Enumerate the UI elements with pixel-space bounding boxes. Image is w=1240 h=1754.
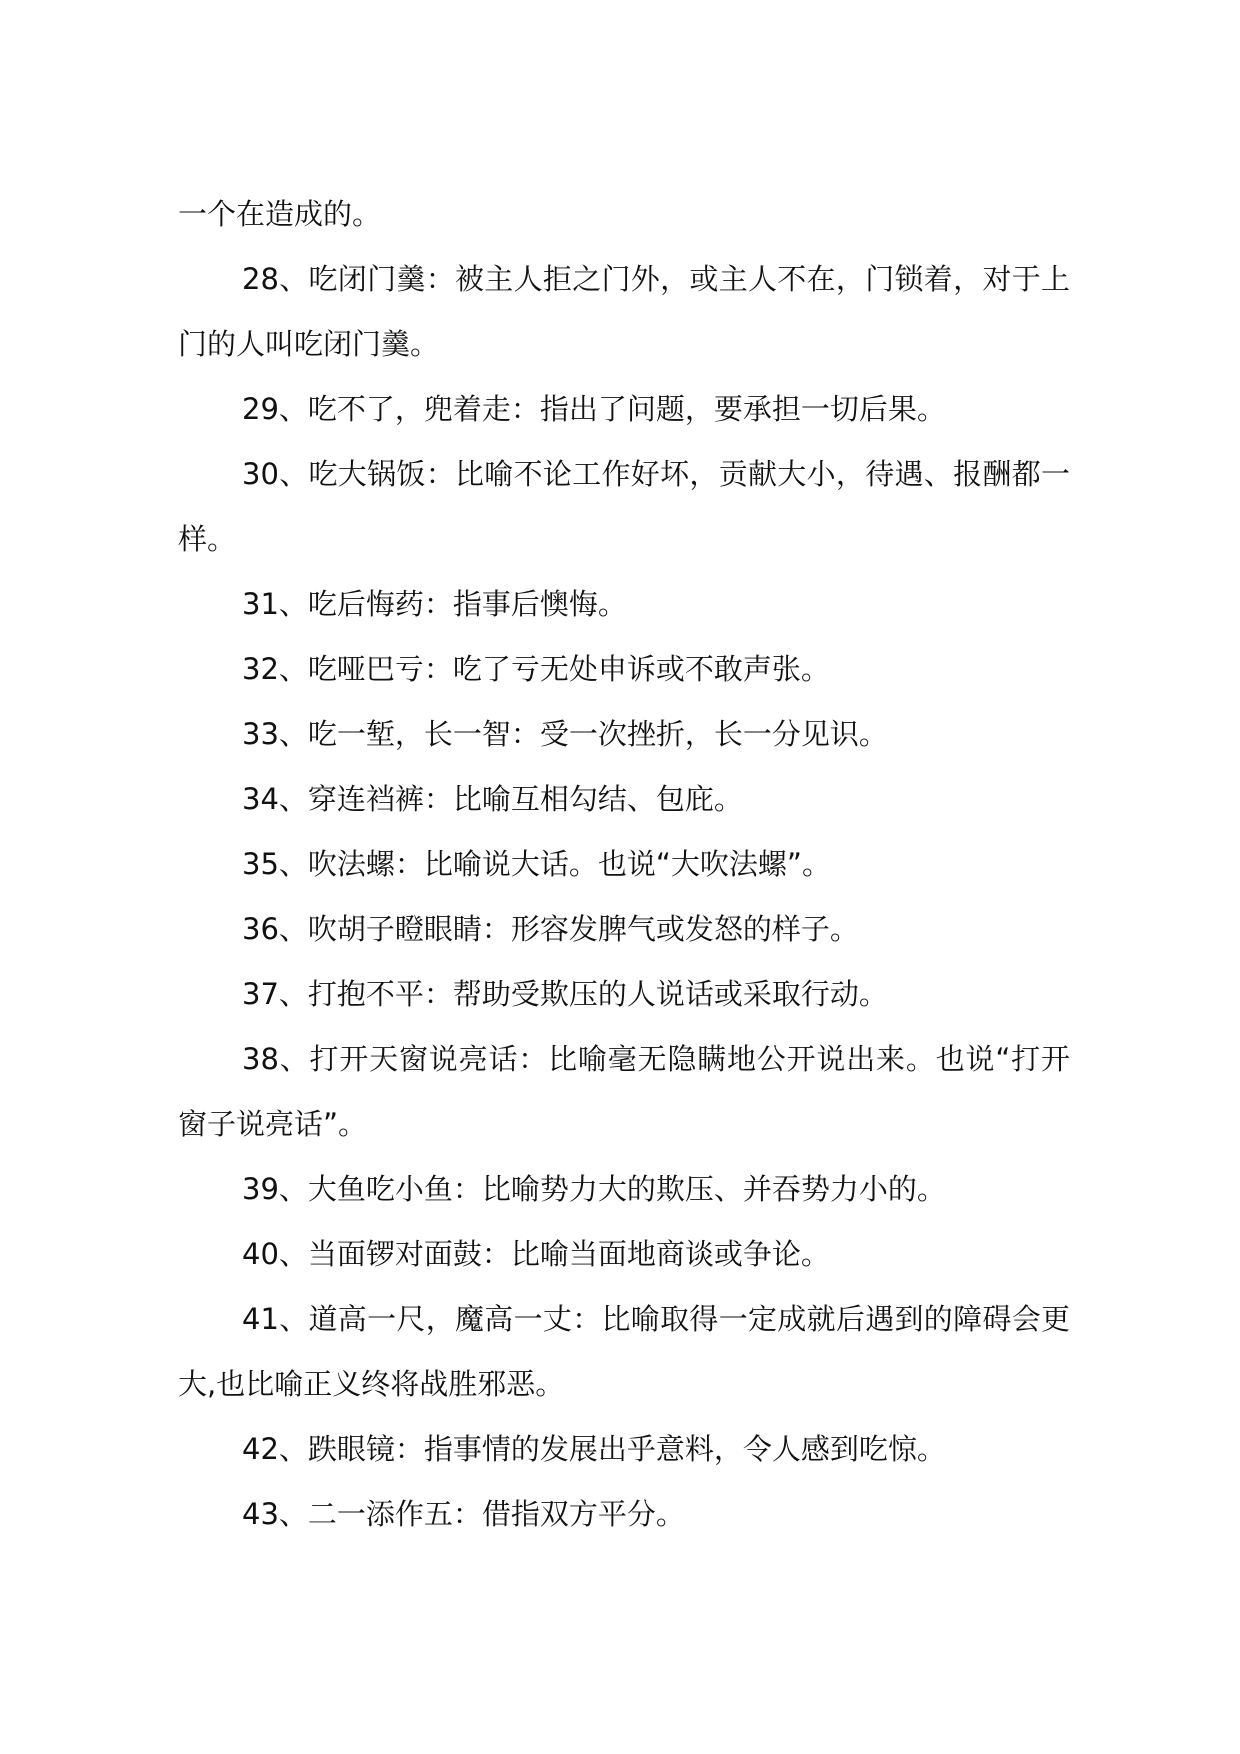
paragraph-item-39: 39、大鱼吃小鱼：比喻势力大的欺压、并吞势力小的。 (242, 1172, 946, 1206)
paragraph-item-38: 38、打开天窗说亮话：比喻毫无隐瞒地公开说出来。也说“打开窗子说亮话”。 (178, 1042, 1070, 1141)
paragraph-item-40: 40、当面锣对面鼓：比喻当面地商谈或争论。 (242, 1237, 830, 1271)
paragraph-item-41: 41、道高一尺，魔高一丈：比喻取得一定成就后遇到的障碍会更大,也比喻正义终将战胜邪恶。 (178, 1302, 1070, 1401)
paragraph-continuation: 一个在造成的。 (178, 197, 382, 231)
paragraph-item-32: 32、吃哑巴亏：吃了亏无处申诉或不敢声张。 (242, 652, 830, 686)
paragraph-item-37: 37、打抱不平：帮助受欺压的人说话或采取行动。 (242, 977, 888, 1011)
paragraph-item-29: 29、吃不了，兜着走：指出了问题，要承担一切后果。 (242, 392, 946, 426)
paragraph-item-30: 30、吃大锅饭：比喻不论工作好坏，贡献大小，待遇、报酬都一样。 (178, 457, 1070, 556)
document-body (178, 182, 1070, 1547)
paragraph-item-43: 43、二一添作五：借指双方平分。 (242, 1497, 685, 1531)
paragraph-item-35: 35、吹法螺：比喻说大话。也说“大吹法螺”。 (242, 847, 831, 881)
paragraph-item-34: 34、穿连裆裤：比喻互相勾结、包庇。 (242, 782, 743, 816)
paragraph-item-33: 33、吃一堑，长一智：受一次挫折，长一分见识。 (242, 717, 888, 751)
paragraph-item-42: 42、跌眼镜：指事情的发展出乎意料，令人感到吃惊。 (242, 1432, 946, 1466)
paragraph-item-28: 28、吃闭门羹：被主人拒之门外，或主人不在，门锁着，对于上门的人叫吃闭门羹。 (178, 262, 1070, 361)
paragraph-item-31: 31、吃后悔药：指事后懊悔。 (242, 587, 627, 621)
paragraph-item-36: 36、吹胡子瞪眼睛：形容发脾气或发怒的样子。 (242, 912, 859, 946)
